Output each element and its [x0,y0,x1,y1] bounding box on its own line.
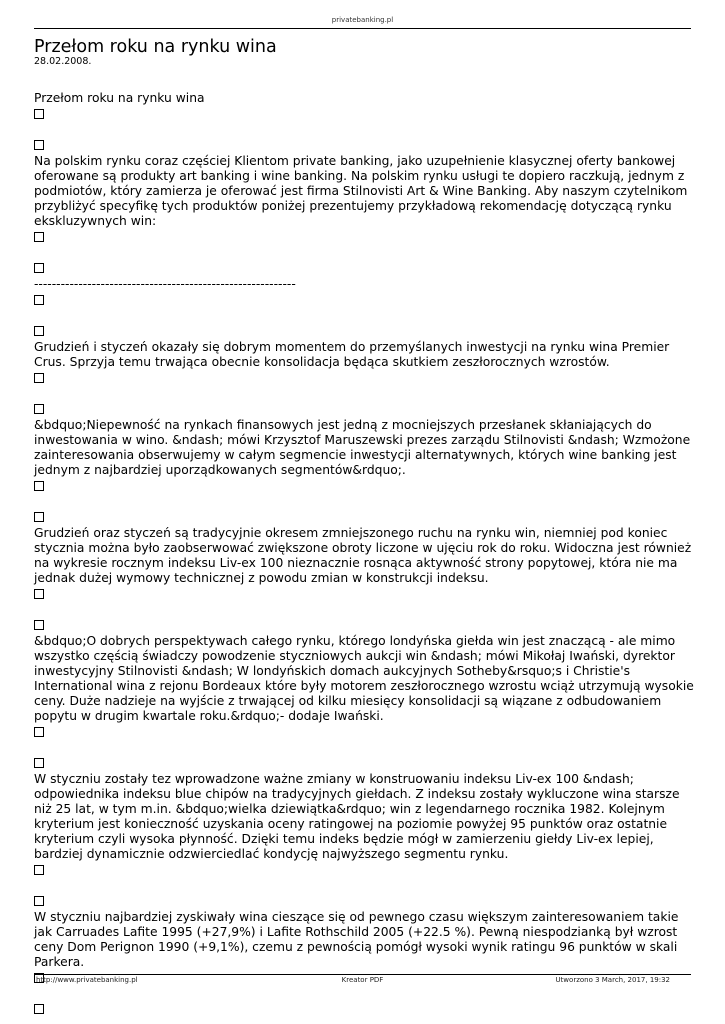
placeholder-image-icon [34,758,44,768]
placeholder-image-icon [34,326,44,336]
placeholder-image-icon [34,512,44,522]
paragraph: &bdquo;Niepewność na rynkach finansowych jest jedną z mocniejszych przesłanek skłaniających do inwestowania w wino. &ndash; mówi Krzysztof Maruszewski prezes zarządu Stilnovisti &ndash; Wzmożone zainteresowania obserwujemy w całym segmencie inwestycji alternatywnych, których wine banking jest jednym z najbardziej uporządkowanych segmentów&rdquo;. [34,418,691,477]
paragraph-intro: Na polskim rynku coraz częściej Klientom private banking, jako uzupełnienie klasycznej oferty bankowej oferowane są produkty art banking i wine banking. Na polskim rynku usługi te dopiero raczkują, jednym z podmiotów, który zamierza je oferować jest firma Stilnovisti Art & Wine Banking. Aby naszym czytelnikom przybliżyć specyfikę tych produktów poniżej prezentujemy przykładową rekomendację dotyczącą rynku ekskluzywnych win: [34,154,688,228]
paragraph: W styczniu najbardziej zyskiwały wina cieszące się od pewnego czasu większym zainteresowaniem takie jak Carruades Lafite 1995 (+27,9%) i Lafite Rothschild 2005 (+22.5 %). Pewną niespodzianką był wzrost ceny Dom Perignon 1990 (+9,1%), czemu z pewnością pomógł wysoki wynik ratingu 96 punktów w skali Parkera. [34,910,679,969]
placeholder-image-icon [34,896,44,906]
footer-created: Utworzono 3 March, 2017, 19:32 [555,976,670,984]
paragraph: Grudzień i styczeń okazały się dobrym momentem do przemyślanych inwestycji na rynku wina Premier Crus. Sprzyja temu trwająca obecnie konsolidacja będąca skutkiem zeszłorocznych wzrostów. [34,340,670,369]
placeholder-image-icon [34,865,44,875]
placeholder-image-icon [34,481,44,491]
footer-url[interactable]: http://www.privatebanking.pl [36,976,138,984]
paragraph: Grudzień oraz styczeń są tradycyjnie okresem zmniejszonego ruchu na rynku win, niemniej pod koniec stycznia można było zaobserwować zwiększone obroty liczone w ujęciu rok do roku. Widoczna jest również na wykresie rocznym indeksu Liv-ex 100 nieznacznie rosnąca aktywność strony popytowej, która nie ma jednak dużej wymowy technicznej z powodu zmian w konstrukcji indeksu. [34,526,692,585]
placeholder-image-icon [34,295,44,305]
placeholder-image-icon [34,1004,44,1014]
paragraph: W styczniu zostały tez wprowadzone ważne zmiany w konstruowaniu indeksu Liv-ex 100 &ndash; odpowiednika indeksu blue chipów na tradycyjnych giełdach. Z indeksu zostały wykluczone wina starsze niż 25 lat, w tym m.in. &bdquo;wielka dziewiątka&rdquo; win z legendarnego rocznika 1982. Kolejnym kryterium jest konieczność uzyskania oceny ratingowej na poziomie powyżej 95 punktów oraz ostatnie kryterium czyli wysoka płynność. Dzięki temu indeks będzie mógł w zamierzeniu giełdy Liv-ex lepiej, bardziej dynamicznie odzwierciedlać kondycję najwyższego segmentu rynku. [34,772,680,861]
footer-rule [34,974,691,975]
placeholder-image-icon [34,109,44,119]
placeholder-image-icon [34,263,44,273]
placeholder-image-icon [34,373,44,383]
placeholder-image-icon [34,232,44,242]
footer-generator: Kreator PDF [341,976,384,984]
placeholder-image-icon [34,589,44,599]
placeholder-image-icon [34,140,44,150]
placeholder-image-icon [34,727,44,737]
header-rule [34,28,691,29]
article-body [34,91,694,1018]
article-date: 28.02.2008. [34,56,92,67]
site-header: privatebanking.pl [331,16,394,24]
placeholder-image-icon [34,620,44,630]
article-title: Przełom roku na rynku wina [34,37,277,57]
paragraph: &bdquo;O dobrych perspektywach całego rynku, którego londyńska giełda win jest znaczącą - ale mimo wszystko częścią świadczy powodzenie styczniowych aukcji win &ndash; mówi Mikołaj Iwański, dyrektor inwestycyjny Stilnovisti &ndash; W londyńskich domach aukcyjnych Sotheby&rsquo;s i Christie's International wina z rejonu Bordeaux które były motorem zeszłorocznego wzrostu wciąż utrzymują wysokie ceny. Duże nadzieje na wyjście z trwającej od kilku miesięcy konsolidacji są wiązane z odbudowaniem popytu w drugim kwartale roku.&rdquo;- dodaje Iwański. [34,634,694,723]
placeholder-image-icon [34,404,44,414]
article-heading: Przełom roku na rynku wina [34,91,205,105]
separator-line: ----------------------------------------------------------- [34,277,296,291]
